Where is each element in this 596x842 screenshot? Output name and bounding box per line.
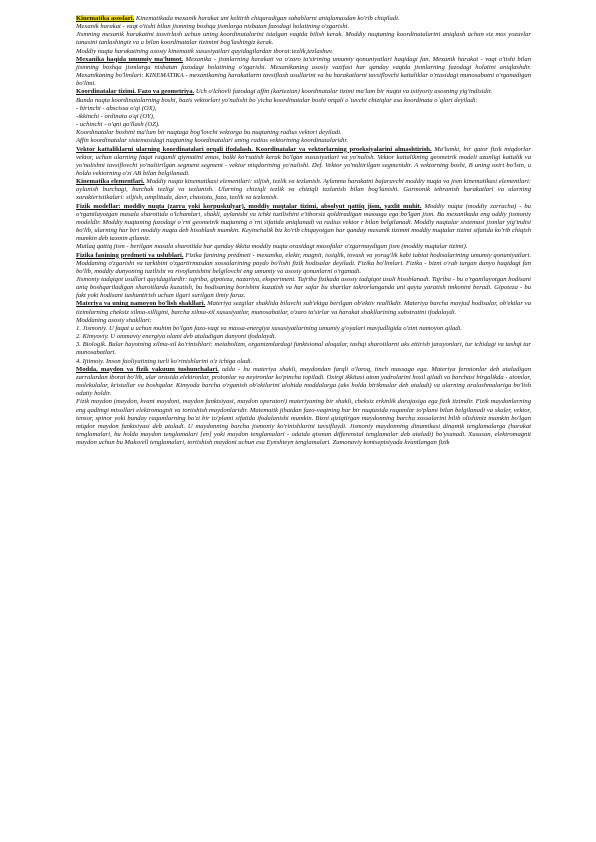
- paragraph-matter-field-vacuum: [76, 366, 531, 399]
- paragraph-text: Ma'lumki, bir qator fizik miqdorlar vektor, uchun ularning faqat raqamli qiymatini emas, balki ko'rsatish kerak bo'lgan xususiyatlari va yo'nalish. Vektor kattalikning geometrik modeli uzunligi kattalik va yo'nalishni tavsiflovchi yo'naltirilgan segment segment - vektor miqdorining yo'nalishi. Def. Vektor yo'naltirilgan segmentdir. A vektorning boshi, B uning oxiri bo'lsin, u holda vektorning o'zi AB bilan belgilanadi.: [76, 145, 531, 177]
- paragraph-text: Uch o'lchovli fazodagi affin (kartezian) koordinatalar tizimi ma'lum bir nuqta va ixtiyoriy asosning yig'indisidir.: [194, 88, 493, 96]
- paragraph-text: Fizika fanining predmeti - mexanika, elektr, magnit, issiqlik, tovush va yorug'lik kabi tabiat hodisalarining umumiy qonuniyatlari. Moddaning o'zgarishi va tarkibini o'zgartirmasdan xossalarining paydo bo'lishi fizik hodisalar deyiladi. Fizika bo'limlari. Fizika - bizni o'rab turgan dunyo haqidagi fan bo'lib, moddiy dunyoning tuzilishi va rivojlanishini belgilovchi eng umumiy va asosiy qonunlarni o'rganadi.: [76, 251, 531, 275]
- paragraph-kinematics-elements: [76, 178, 531, 202]
- document-page: [76, 15, 531, 447]
- paragraph: Jismning mexanik harakatini tasvirlash uchun uning koordinatalarini istalgan vaqtda bilish kerak. Moddiy nuqtaning koordinatalarini aniqlash uchun siz mos yozuvlar tanasini tanlashingiz va u bilan koordinatalar tizimini bog'lashingiz kerak.: [76, 31, 531, 47]
- list-item: - birinchi - abscissa o'qi (OX),: [76, 104, 157, 112]
- paragraph: Mexanik harakat - vaqt o'tishi bilan jismning boshqa jismlarga nisbatan fazodagi holatining o'zgarishi.: [76, 23, 350, 31]
- paragraph-text: Kinematikada mexanik harakat uni keltirib chiqaradigan sabablarni aniqlamasdan ko'rib chiqiladi.: [134, 15, 400, 22]
- paragraph: Moddaning asosiy shakllari:: [76, 316, 152, 324]
- paragraph-text: Materiya sezgilar shaklida biluvchi sub'ektga berilgan ob'ektiv reallikdir. Materiya barcha mavjud hodisalar, ob'ektlar va tizimlarning cheksiz xilma-xilligini, barcha xilma-xil xususiyatlar, munosabatlar, o'zaro ta'sirlar va harakat shakllarining substratini ifodalaydi.: [76, 300, 531, 316]
- paragraph-kinematics-basics: [76, 15, 531, 23]
- paragraph-vector-quantities: [76, 146, 531, 179]
- list-item: - uchinchi - o'qni qo'llash (OZ).: [76, 121, 160, 129]
- heading-mechanics-info: Mexanika haqida umumiy ma'lumot.: [76, 55, 184, 63]
- heading-matter-forms: Materiya va uning namoyon bo'lish shakllari.: [76, 300, 206, 308]
- list-item: 2. Kimyoviy. U ommaviy energiya olami deb ataladigan dunyoni ifodalaydi.: [76, 333, 277, 341]
- paragraph-physics-subject: [76, 252, 531, 276]
- paragraph: Mutlaq qattiq jism - berilgan masala sharoitida har qanday ikkita moddiy nuqta orasidagi masofalar o'zgarmaydigan jism (moddiy nuqtalar tizimi).: [76, 243, 468, 251]
- paragraph-matter-forms: [76, 300, 531, 316]
- list-item: 1. Jismoniy. U faqat u uchun muhim bo'lgan fazo-vaqt va massa-energiya xususiyatlarining umumiy g'oyalari mavjudligida o'zini namoyon qiladi.: [76, 324, 463, 332]
- paragraph-coordinate-system: [76, 88, 531, 96]
- paragraph-text: Moddiy nuqta (moddiy zarracha) - bu o'rganilayotgan masala sharoitida o'lchamlari, shakli, aylanishi va ichki tuzilishini e'tiborsiz qoldiradigan massaga ega bo'lgan jism. Bu mexanikada eng oddiy jismoniy modeldir. Moddiy nuqtaning fazodagi o`rni geometrik nuqtaning o`rni sifatida aniqlanadi va radius vektor r bilan belgilanadi. Moddiy nuqtalar sistemasi jismlar yig'indisi bo'lib, ularning har biri moddiy nuqta deb hisoblash mumkin. Keyinchalik biz ko'rib chiqayotgan har qanday mexanik tizimni moddiy nuqtalar tizimi sifatida ko'rib chiqish mumkin deb taxmin qilamiz.: [76, 202, 531, 243]
- paragraph-mechanics-info: [76, 56, 531, 89]
- heading-matter-field-vacuum: Modda, maydon va fizik vakuum tushunchalari.: [76, 365, 219, 373]
- heading-coordinate-system: Koordinatalar tizimi. Fazo va geometriya.: [76, 88, 195, 96]
- heading-kinematics-basics: Kinematika asoslari.: [76, 15, 135, 22]
- heading-physics-subject: Fizika fanining predmeti va uslublari.: [76, 251, 184, 259]
- paragraph-physical-models: [76, 203, 531, 244]
- list-item: 3. Biologik. Bular hayotning xilma-xil ko'rinishlari: metabolizm, organizmlardagi funktsional aloqalar, tashqi sharoitlarni aks ettirish jarayonlari, tur ichidagi va tashqi tur munosabatlari.: [76, 341, 531, 357]
- paragraph: Moddiy nuqta harakatining asosiy kinematik xususiyatlari quyidagilardan iborat:tezlik,tezlashuv.: [76, 47, 333, 55]
- paragraph-text: Moddiy nuqta kinematikasi elementlari: siljish, tezlik va tezlanish. Aylanma harakatni bajaruvchi moddiy nuqta va jism kinematikasi elementlari: aylanish burchagi, burchak tezligi va tezlanish. Ularning chiziqli tezlik va chiziqli tezlanish bilan bog'lanishi. Garmonik tebranish harakatlari va ularning xarakteristikalari: siljish, amplituda, davr, chastota, faza, tezlik va tezlanish.: [76, 178, 531, 202]
- paragraph-text: Mexanika - jismlarning harakati va o'zaro ta'sirining umumiy qonuniyatlari haqidagi fan. Mexanik harakat - vaqt o'tishi bilan jismning boshqa jismlarga nisbatan fazodagi holatining o'zgarishi. Mexanikaning asosiy vazifasi har qanday vaqtda jismlarning fazodagi holatini aniqlashdir. Mexanikaning bo'limlari: KINEMATIKA - mexanikaning harakatlarni tavsiflash usullarini va bu harakatlarni tavsiflovchi kattaliklar o'rtasidagi munosabatni o'rganadigan bo'limi.: [76, 55, 531, 88]
- paragraph: Fizik maydon (maydon, kvant maydoni, maydon funktsiyasi, maydon operatori) materiyaning bir shakli, cheksiz erkinlik darajasiga ega fizik tizimdir. Fizik maydonlarning eng qadimgi misollari elektromagnit va tortishish maydonlaridir. Matematik jihatdan fazo-vaqtning har bir nuqtasida raqamlar to'plami bilan belgilanadi va skaler, vektor, tensor, spinor yoki bunday raqamlarning ba'zi bir to'plami sifatida ifodalanishi mumkin. Bizni qiziqtirgan maydonning barcha xossalarini bilib olishimiz mumkin bo'lgan miqdor maydon funktsiyasi deb ataladi. U maydonning barcha jismoniy ko'rinishlarini tavsiflaydi. Jismoniy maydonning dinamikasi dinamik tenglamalarga (harakat tenglamalari, bu holda maydon tenglamalari [en] yoki maydon tenglamalari - odatda qisman differensial tenglamalar deb ataladi) bo'ysunadi. Xususan, elektromagnit maydon uchun bu Maksvell tenglamalari, tortishish maydoni uchun esa Eynshteyn tenglamalari. Zamonaviy kontseptsiyada kvantlangan fizik: [76, 398, 531, 447]
- list-item: 4. Ijtimoiy. Inson faoliyatining turli ko'rinishlarini o'z ichiga oladi.: [76, 357, 253, 365]
- heading-vector-quantities: Vektor kattaliklarni ularning koordinatalari orqali ifodalash. Koordinatalar va vektorlarning proeksiyalarini almashtirish.: [76, 145, 432, 153]
- paragraph: Bunda nuqta koordinatalarning boshi, bazis vektorlari yo'nalishi bo`yicha koordinatalar boshi orqali o`tuvchi chiziqlar esa koordinata o`qlari deyiladi:: [76, 96, 478, 104]
- paragraph: Koordinatalar boshini ma'lum bir nuqtaga bog'lovchi vektorga bu nuqtaning radius vektori deyiladi.: [76, 129, 342, 137]
- list-item: -ikkinchi - ordinata o'qi (OY),: [76, 112, 155, 120]
- paragraph-text: odda - bu materiya shakli, maydondan farqli o'laroq, tinch massaga ega. Materiya fermionlar deb ataladigan zarralardan iborat bo'lib, ular orasida elektronlar, protonlar va neytronlar ko'pincha topiladi. Oxirgi ikkitasi atom yadrolarini hosil qiladi va barchasi birgalikda - atomlar, molekulalar, kristallar va boshqalar. Kimyoda barcha o'rganish ob'ektlarini alohida moddalarga (aks holda birikmalar deb ataladi) va ularning aralashmalariga bo'lish odatiy holdir.: [76, 365, 531, 398]
- heading-kinematics-elements: Kinematika elementlari.: [76, 178, 145, 186]
- paragraph: Affin koordinatalar sistemasidagi nuqtaning koordinatalari uning radius vektorining koordinatalaridir.: [76, 137, 348, 145]
- heading-physical-models: Fizik modellar: moddiy nuqta (zarra yoki korpuskulyar), moddiy nuqtalar tizimi, absolyut qattiq jism, yaxlit muhit.: [76, 202, 422, 210]
- paragraph: Jismoniy tadqiqot usullari quyidagilardir: tajriba, gipoteza, nazariya, eksperiment. Tajriba fizikada asosiy tadqiqot usuli hisoblanadi. Tajriba - bu o'rganilayotgan hodisani aniq boshqariladigan sharoitlarda kuzatish, bu hodisaning borishini kuzatish va har safar bu shartlar takrorlanganda uni qayta yaratish imkonini beradi. Gipoteza - bu fakt yoki hodisani tushuntirish uchun ilgari surilgan ilmiy faraz.: [76, 276, 531, 300]
